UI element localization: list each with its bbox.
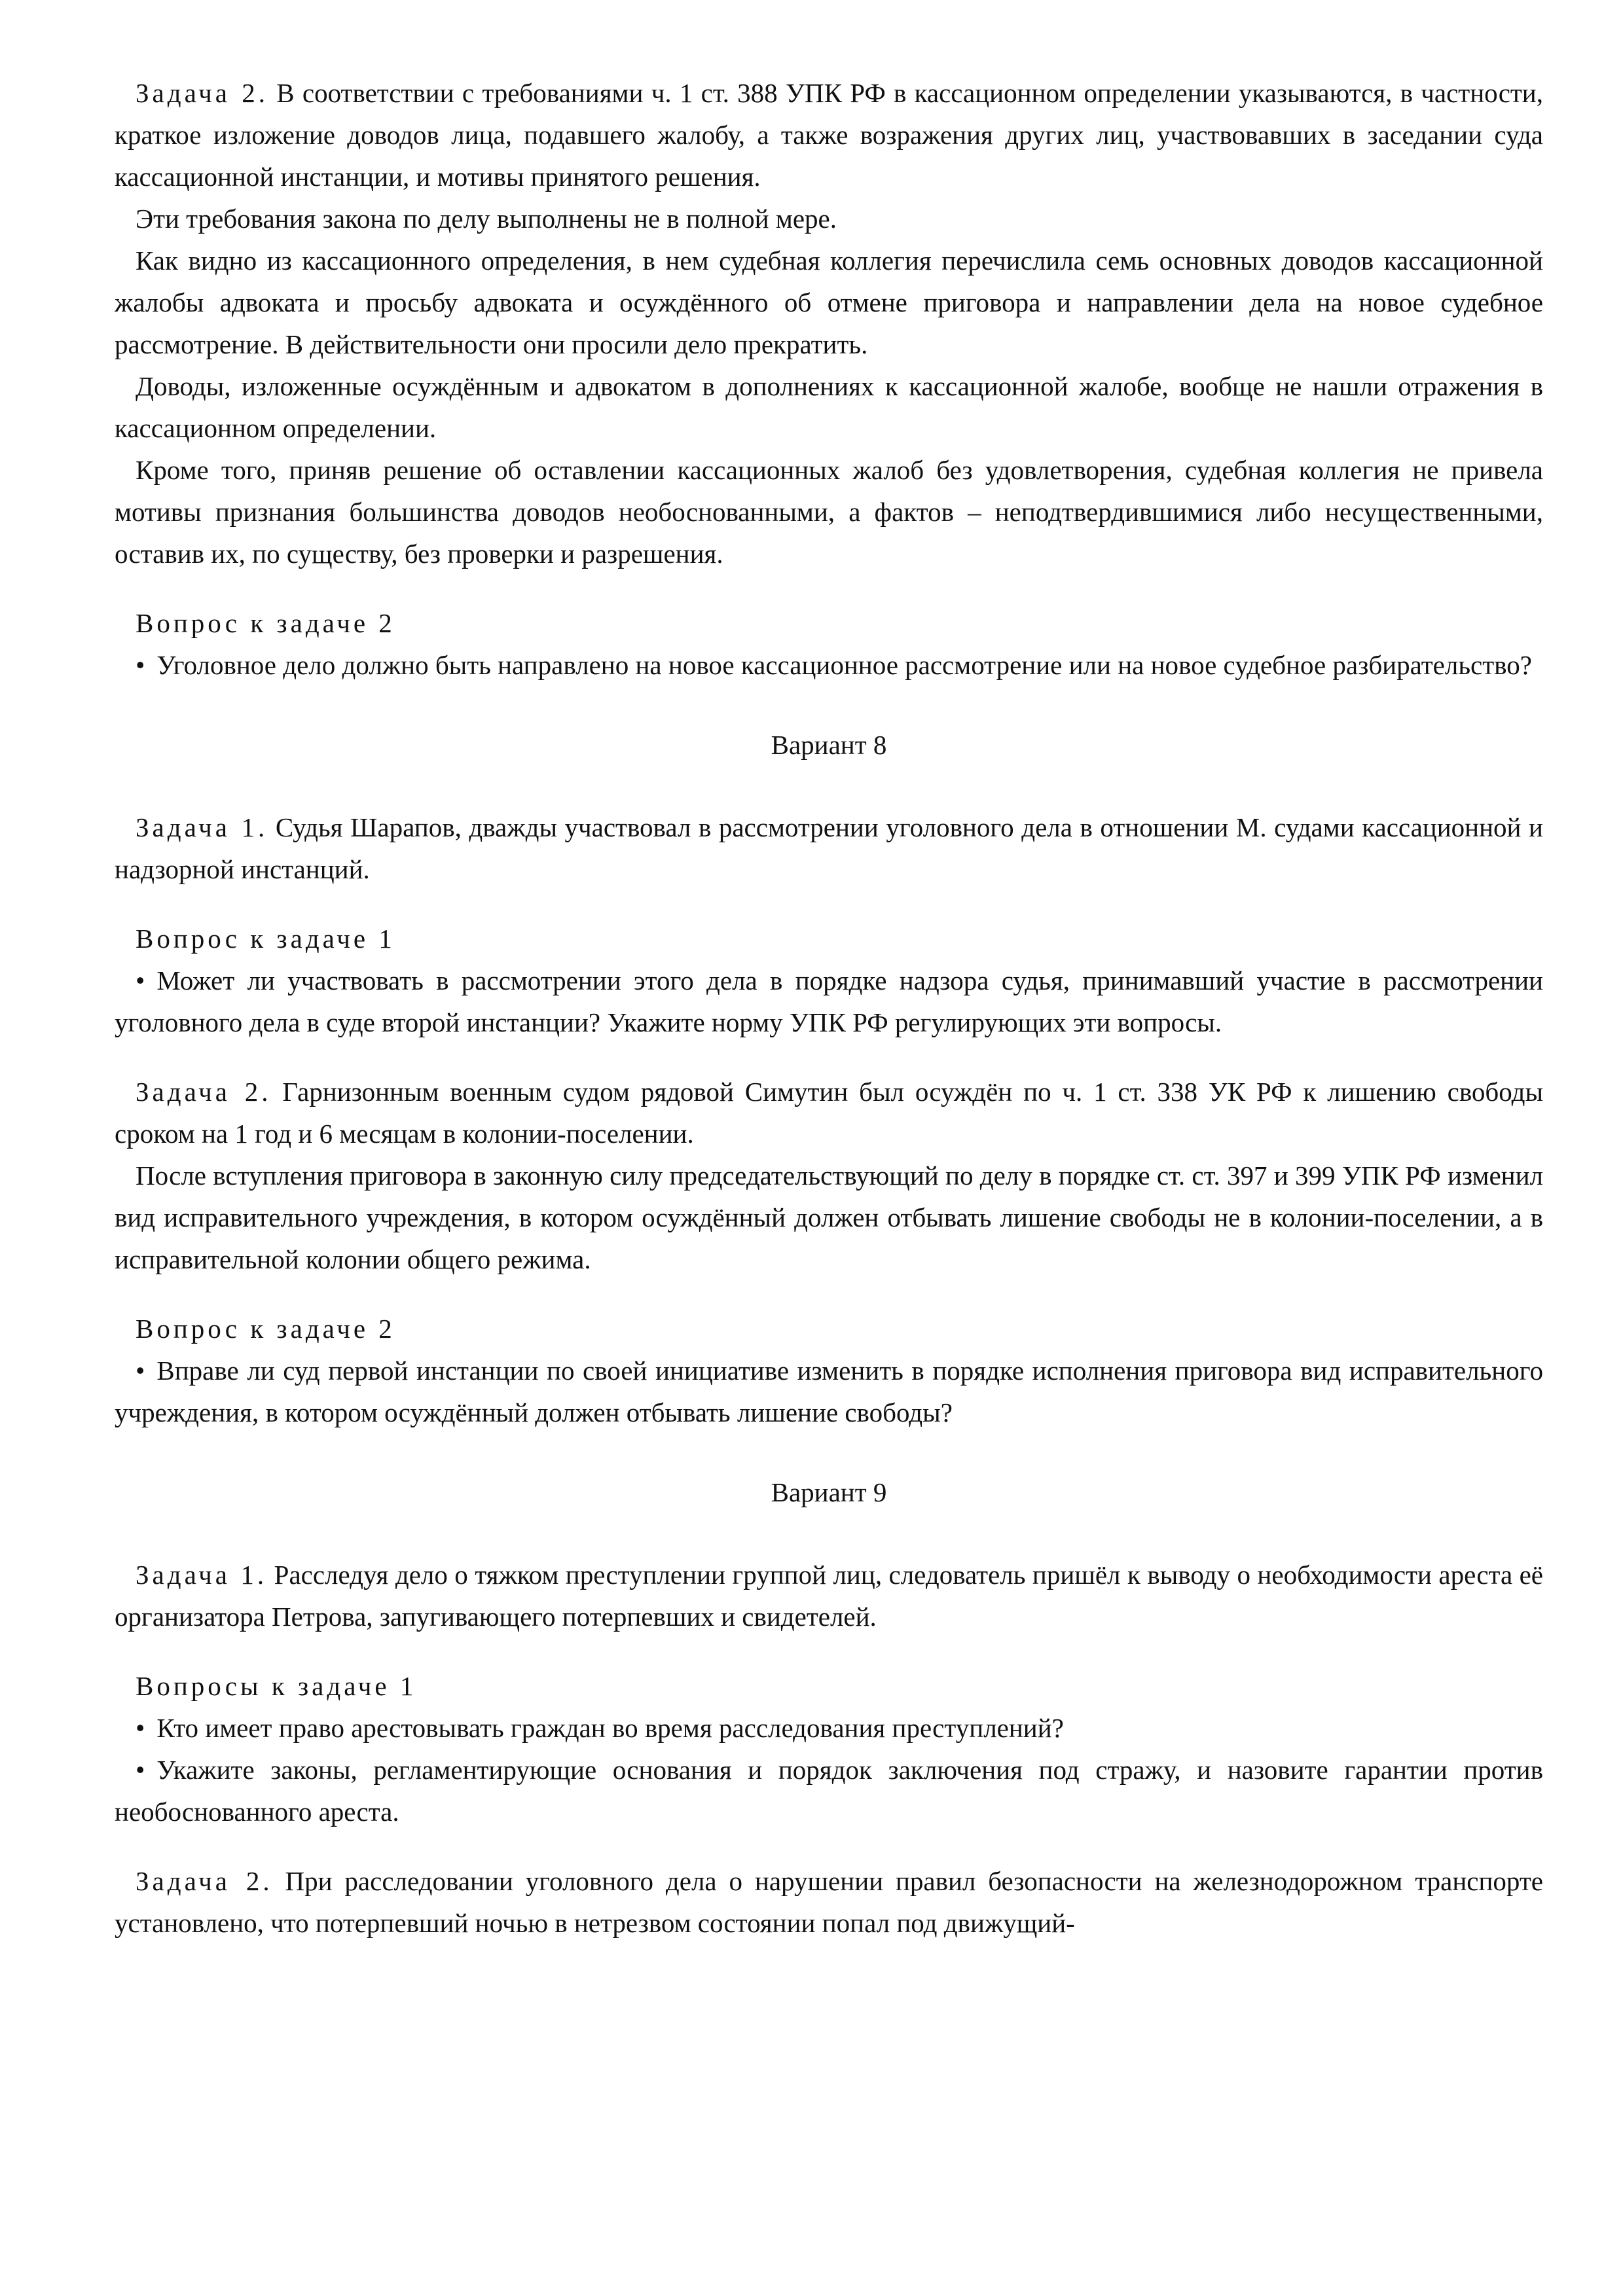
question-item: • Укажите законы, регламентирующие основания и порядок заключения под стражу, и назовите гарантии против необоснованного ареста. xyxy=(115,1749,1543,1833)
question-heading: Вопрос к задаче 1 xyxy=(136,924,395,954)
question-heading: Вопрос к задаче 2 xyxy=(136,608,395,638)
task-text: В соответствии с требованиями ч. 1 ст. 388 УПК РФ в кассационном определении указываются, в частности, краткое изложение доводов лица, подавшего жалобу, а также возражения других лиц, участвовавших в заседании суда кассационной инстанции, и мотивы принятого решения. xyxy=(115,78,1543,192)
paragraph: Как видно из кассационного определения, в нем судебная коллегия перечислила семь основных доводов кассационной жалобы адвоката и просьбу адвоката и осуждённого об отмене приговора и направлении дела на новое судебное рассмотрение. В действительности они просили дело прекратить. xyxy=(115,245,1543,359)
question-item: • Уголовное дело должно быть направлено на новое кассационное рассмотрение или на новое судебное разбирательство? xyxy=(115,644,1543,686)
question-item: • Вправе ли суд первой инстанции по своей инициативе изменить в порядке исполнения приговора вид исправительного учреждения, в котором осуждённый должен отбывать лишение свободы? xyxy=(115,1350,1543,1433)
question-item: • Кто имеет право арестовывать граждан во время расследования преступлений? xyxy=(115,1707,1543,1749)
task-1-paragraph xyxy=(115,1554,1543,1638)
task-label: Задача 1. xyxy=(136,1560,268,1590)
paragraph: Доводы, изложенные осуждённым и адвокатом в дополнениях к кассационной жалобе, вообще не нашли отражения в кассационном определении. xyxy=(115,371,1543,443)
task-label: Задача 1. xyxy=(136,812,268,842)
task-2-paragraph xyxy=(115,1071,1543,1155)
task-label: Задача 2. xyxy=(136,1866,273,1896)
task-label: Задача 2. xyxy=(136,78,268,108)
task-label: Задача 2. xyxy=(136,1077,272,1107)
task-text: При расследовании уголовного дела о нарушении правил безопасности на железнодорожном транспорте установлено, что потерпевший ночью в нетрезвом состоянии попал под движущий- xyxy=(115,1866,1543,1938)
task-text: Гарнизонным военным судом рядовой Симутин был осуждён по ч. 1 ст. 338 УК РФ к лишению свободы сроком на 1 год и 6 месяцам в колонии-поселении. xyxy=(115,1077,1543,1149)
paragraph: После вступления приговора в законную силу председательствующий по делу в порядке ст. ст. 397 и 399 УПК РФ изменил вид исправительного учреждения, в котором осуждённый должен отбывать лишение свободы не в колонии-поселении, а в исправительной колонии общего режима. xyxy=(115,1160,1543,1274)
question-heading: Вопрос к задаче 2 xyxy=(136,1314,395,1344)
task-2-paragraph xyxy=(115,1860,1543,1944)
paragraph: Кроме того, приняв решение об оставлении кассационных жалоб без удовлетворения, судебная коллегия не привела мотивы признания большинства доводов необоснованными, а фактов – неподтвердившимися либо несущественными, оставив их, по существу, без проверки и разрешения. xyxy=(115,455,1543,569)
variant-heading: Вариант 8 xyxy=(771,730,887,760)
question-heading: Вопросы к задаче 1 xyxy=(136,1671,417,1701)
task-text: Судья Шарапов, дважды участвовал в рассмотрении уголовного дела в отношении М. судами кассационной и надзорной инстанций. xyxy=(115,812,1543,884)
task-1-paragraph xyxy=(115,806,1543,890)
task-text: Расследуя дело о тяжком преступлении группой лиц, следователь пришёл к выводу о необходимости ареста её организатора Петрова, запугивающего потерпевших и свидетелей. xyxy=(115,1560,1543,1632)
question-item: • Может ли участвовать в рассмотрении этого дела в порядке надзора судья, принимавший участие в рассмотрении уголовного дела в суде второй инстанции? Укажите норму УПК РФ регулирующих эти вопросы. xyxy=(115,960,1543,1043)
paragraph: Эти требования закона по делу выполнены не в полной мере. xyxy=(136,204,837,234)
variant-heading: Вариант 9 xyxy=(771,1477,887,1507)
task-2-paragraph xyxy=(115,72,1543,198)
